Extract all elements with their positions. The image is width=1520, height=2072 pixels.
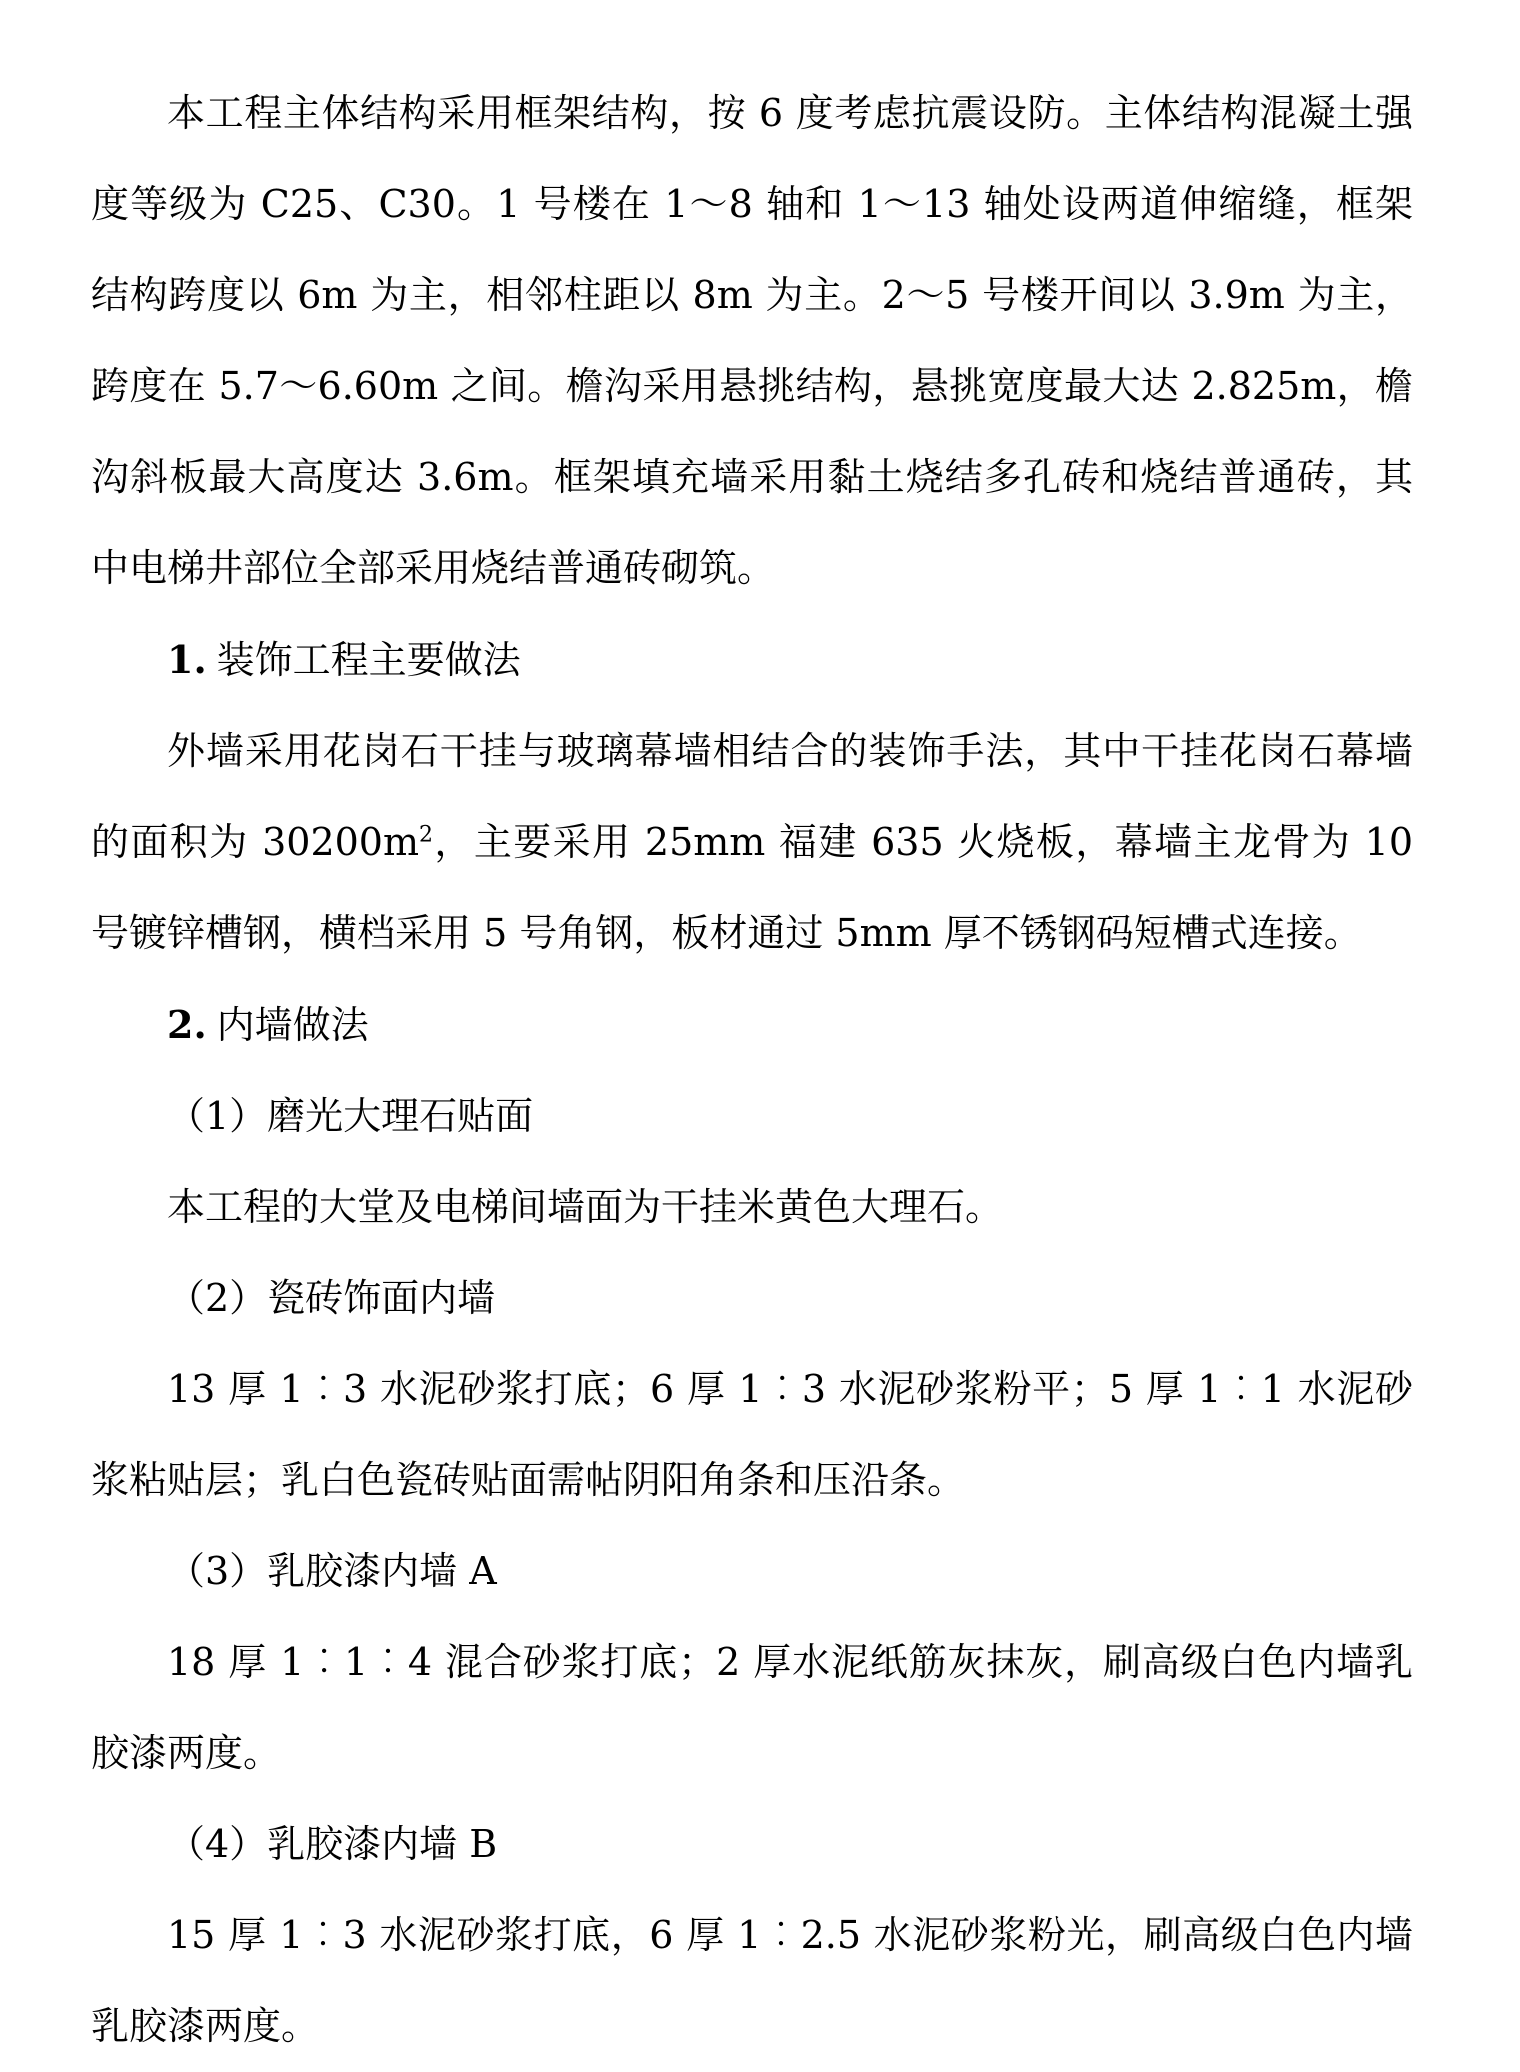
subheading-tile: （2）瓷砖饰面内墙 (167, 1276, 496, 1320)
subheading-marble: （1）磨光大理石贴面 (167, 1094, 534, 1138)
paragraph-exterior-wall (91, 706, 1413, 979)
section-title: 装饰工程主要做法 (216, 638, 521, 682)
paragraph-latex-b: 15 厚 1︰3 水泥砂浆打底，6 厚 1︰2.5 水泥砂浆粉光，刷高级白色内墙乳胶漆两度。 (91, 1913, 1413, 2048)
paragraph-text: ，主要采用 25mm 福建 635 火烧板，幕墙主龙骨为 10 号镀锌槽钢，横档采用 5 号角钢，板材通过 5mm 厚不锈钢码短槽式连接。 (91, 820, 1413, 955)
paragraph-latex-a: 18 厚 1︰1︰4 混合砂浆打底；2 厚水泥纸筋灰抹灰，刷高级白色内墙乳胶漆两度。 (91, 1640, 1413, 1775)
document-body (91, 68, 1413, 2072)
paragraph-marble: 本工程的大堂及电梯间墙面为干挂米黄色大理石。 (167, 1185, 1004, 1229)
subheading-latex-a: （3）乳胶漆内墙 A (167, 1549, 497, 1593)
paragraph-text: 外墙采用花岗石干挂与玻璃幕墙相结合的装饰手法，其中干挂花岗石幕墙的面积为 30200m (91, 729, 1413, 864)
section-heading-interior-wall (91, 979, 1413, 1071)
section-heading-decoration (91, 614, 1413, 706)
section-number: 1. (167, 637, 207, 682)
paragraph-structure: 本工程主体结构采用框架结构，按 6 度考虑抗震设防。主体结构混凝土强度等级为 C25、C30。1 号楼在 1～8 轴和 1～13 轴处设两道伸缩缝，框架结构跨度以 6m 为主，相邻柱距以 8m 为主。2～5 号楼开间以 3.9m 为主，跨度在 5.7～6.60m 之间。檐沟采用悬挑结构，悬挑宽度最大达 2.825m，檐沟斜板最大高度达 3.6m。框架填充墙采用黏土烧结多孔砖和烧结普通砖，其中电梯井部位全部采用烧结普通砖砌筑。 (91, 91, 1413, 590)
superscript: 2 (419, 822, 434, 848)
subheading-latex-b: （4）乳胶漆内墙 B (167, 1822, 498, 1866)
paragraph-tile: 13 厚 1︰3 水泥砂浆打底；6 厚 1︰3 水泥砂浆粉平；5 厚 1︰1 水泥砂浆粘贴层；乳白色瓷砖贴面需帖阴阳角条和压沿条。 (91, 1367, 1413, 1502)
section-title: 内墙做法 (216, 1003, 369, 1047)
section-number: 2. (167, 1002, 207, 1047)
